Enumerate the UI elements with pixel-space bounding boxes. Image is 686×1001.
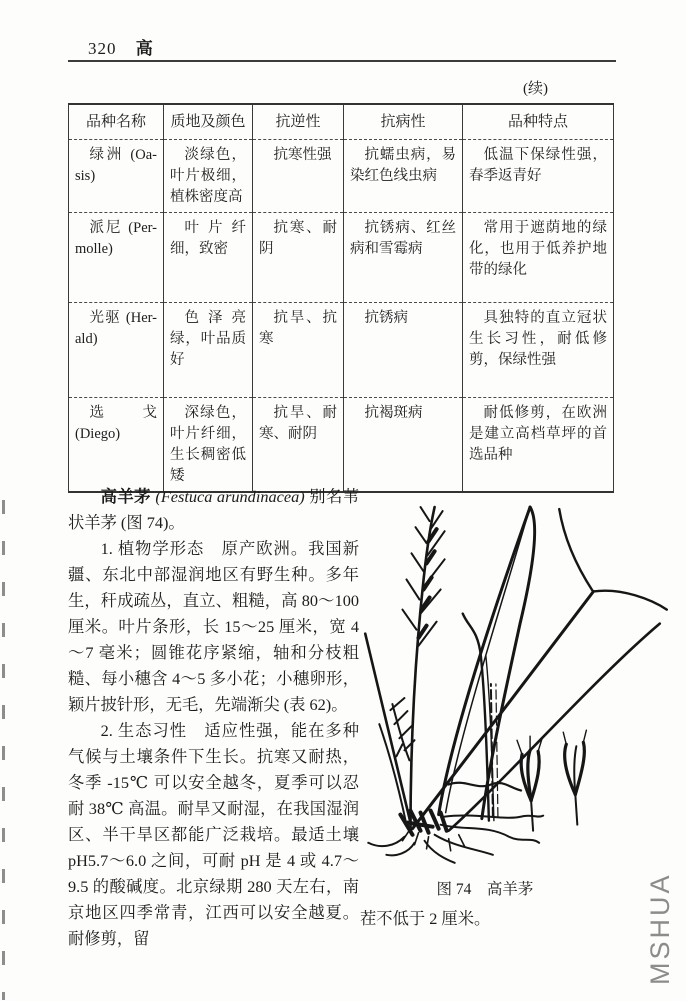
table-continued-label: (续) <box>523 81 548 97</box>
cell-disease: 抗褐斑病 <box>364 405 423 421</box>
cell-stress: 抗寒性强 <box>273 147 332 163</box>
figure-74 <box>352 497 674 889</box>
cell-traits: 常用于遮荫地的绿化，也用于低养护地带的绿化 <box>469 220 607 278</box>
cell-texture-color: 淡绿色，叶片极细，植株密度高 <box>170 147 246 205</box>
cell-variety-name: 绿洲 (Oa-sis) <box>75 147 157 184</box>
cell-variety-name: 派尼 (Per-molle) <box>75 220 157 257</box>
col-header-variety-name: 品种名称 <box>69 104 164 140</box>
species-intro <box>68 484 359 536</box>
varieties-table <box>68 103 614 493</box>
running-head-word: 高 <box>135 39 154 58</box>
varieties-table-header <box>69 104 614 140</box>
cell-stress: 抗寒、耐阴 <box>259 220 337 257</box>
cell-variety-name: 光驱 (Her-ald) <box>75 310 157 347</box>
paragraph-morphology: 1. 植物学形态 原产欧洲。我国新疆、东北中部湿润地区有野生种。多年生，秆成疏丛，直立、粗糙，高 80～100 厘米。叶片条形，长 15～25 厘米，宽 4～7 毫米；圆锥花序紧缩，轴和分枝粗糙、每小穗含 4～5 多小花；小穗卵形，颖片披针形，无毛，先端渐尖 (表 62)。 <box>68 539 359 714</box>
article-left-column <box>68 484 359 952</box>
page-number: 320 <box>88 39 117 58</box>
table-row <box>69 303 614 398</box>
cell-texture-color: 色泽亮绿，叶品质好 <box>170 310 246 368</box>
cell-disease: 抗蠕虫病，易染红色线虫病 <box>350 147 456 184</box>
paragraph-continuation: 茬不低于 2 厘米。 <box>360 909 491 928</box>
cell-stress: 抗旱、耐寒、耐阴 <box>259 405 337 442</box>
figure-caption: 图 74 高羊茅 <box>436 881 534 898</box>
col-header-stress-resistance: 抗逆性 <box>253 104 344 140</box>
cell-traits: 具独特的直立冠状生长习性，耐低修剪，保绿性强 <box>469 310 607 368</box>
table-row <box>69 140 614 213</box>
cell-traits: 低温下保绿性强，春季返青好 <box>469 147 607 184</box>
header-rule <box>68 60 616 62</box>
col-header-disease-resistance: 抗病性 <box>344 104 463 140</box>
col-header-variety-traits: 品种特点 <box>463 104 614 140</box>
binding-dash-marks <box>2 500 5 1000</box>
table-row <box>69 213 614 303</box>
running-head <box>88 34 154 59</box>
col-header-texture-color: 质地及颜色 <box>164 104 253 140</box>
cell-disease: 抗锈病、红丝病和雪霉病 <box>350 220 456 257</box>
cell-variety-name: 选戈 (Diego) <box>75 405 157 442</box>
table-row <box>69 398 614 493</box>
cell-texture-color: 叶片纤细，致密 <box>170 220 246 257</box>
cell-disease: 抗锈病 <box>364 310 408 326</box>
species-intro-rest: 别名苇状羊茅 (图 74)。 <box>68 487 359 532</box>
latin-name: (Festuca arundinacea) <box>150 487 310 506</box>
paragraph-ecology: 2. 生态习性 适应性强，能在多种气候与土壤条件下生长。抗寒又耐热，冬季 -15℃ 可以安全越冬，夏季可以忍耐 38℃ 高温。耐旱又耐湿，在我国湿润区、半干旱区都能广泛栽培。最适土壤 pH5.7～6.0 之间，可耐 pH 是 4 或 4.7～9.5 的酸碱度。北京绿期 280 天左右，南京地区四季常青，江西可以安全越夏。耐修剪，留 <box>68 721 359 948</box>
cell-traits: 耐低修剪，在欧洲是建立高档草坪的首选品种 <box>469 405 607 463</box>
cell-stress: 抗旱、抗寒 <box>259 310 337 347</box>
watermark-text: MSHUA <box>645 872 675 985</box>
tall-fescue-illustration <box>352 497 674 889</box>
species-name: 高羊茅 <box>100 487 151 506</box>
cell-texture-color: 深绿色，叶片纤细，生长稠密低矮 <box>170 405 246 484</box>
